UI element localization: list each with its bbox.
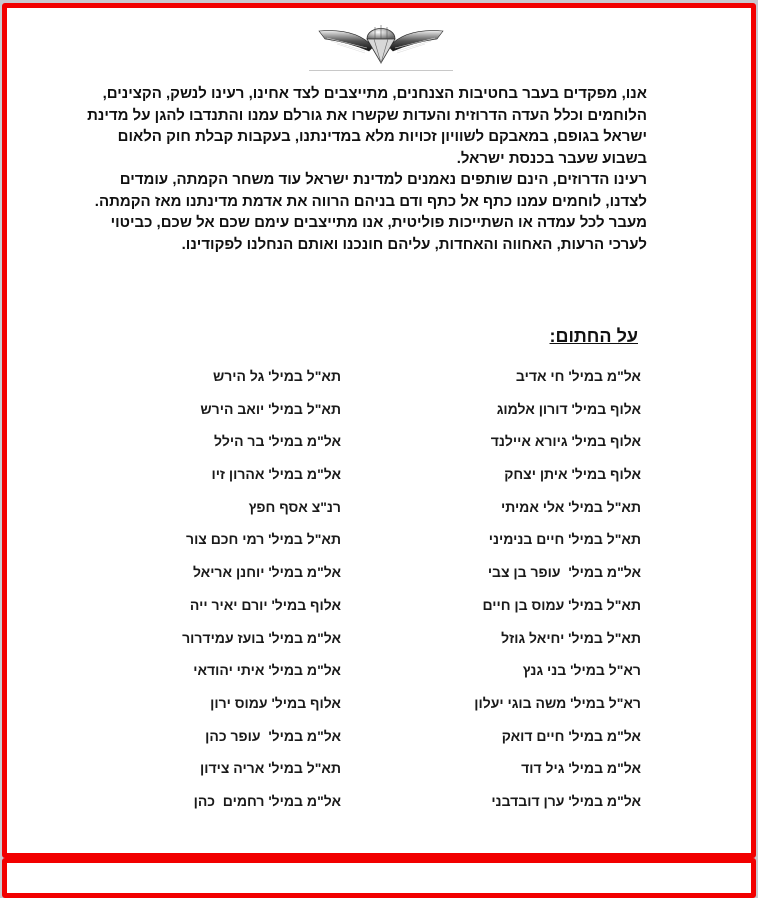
paragraph: רעינו הדרוזים, הינם שותפים נאמנים למדינת ישראל עוד משחר הקמתה, עומדים לצדנו, לוחמים עמנו כתף אל כתף ודם בניהם הרווה את אדמת מדינתנו מאז הקמתה. [94, 171, 647, 210]
document-page [2, 3, 756, 858]
paragraph: אנו, מפקדים בעבר בחטיבות הצנחנים, מתייצבים לצד אחינו, רעינו לנשק, הקצינים, הלוחמים וכלל העדה הדרוזית והעדות שקשרו את גורלם עמנו והתנדבו להגן על מדינת ישראל בגופם, במאבקם לשוויון זכויות מלא במדינתנו, בעקבות קבלת חוק הלאום בשבוע שעבר בכנסת ישראל. [87, 85, 647, 167]
signature-item: אל"מ במיל' עופר בן צבי [487, 564, 641, 581]
signatures-column-left [141, 365, 341, 823]
signature-item: תא"ל במיל' רמי חכם צור [186, 531, 341, 548]
signature-item: אל"מ במיל' בועז עמידרור [182, 629, 341, 646]
signature-item: אל"מ במיל' רחמים כהן [193, 792, 341, 809]
signature-item: אל"מ במיל' אהרון זיו [211, 466, 341, 483]
signature-item: אלוף במיל' איתן יצחק [504, 466, 641, 483]
signature-item: אל"מ במיל' חי אדיב [515, 368, 641, 384]
signature-item: תא"ל במיל' אריה צידון [200, 760, 341, 777]
paratrooper-wings-icon [309, 18, 453, 71]
signatures-column-right [421, 365, 641, 823]
signatures-heading: על החתום: [549, 326, 638, 346]
signature-item: אל"מ במיל' גיל דוד [521, 760, 641, 777]
signature-item: אלוף במיל' עמוס ירון [210, 694, 341, 711]
signature-item: רא"ל במיל' בני גנץ [522, 662, 641, 679]
next-page-edge [2, 858, 756, 898]
signature-item: רנ"צ אסף חפץ [248, 498, 341, 515]
signature-item: תא"ל במיל' יחיאל גוזל [501, 629, 641, 646]
paragraph: מעבר לכל עמדה או השתייכות פוליטית, אנו מתייצבים עימם שכם אל שכם, כביטוי לערכי הרעות, האחווה והאחדות, עליהם חונכנו ואותם הנחלנו לפקודינו. [110, 214, 647, 253]
signature-item: תא"ל במיל' עמוס בן חיים [482, 596, 641, 613]
signature-item: תא"ל במיל' חיים בנימיני [488, 531, 641, 548]
signature-item: אלוף במיל' גיורא איילנד [490, 433, 641, 450]
signature-item: אל"מ במיל' יוחנן אריאל [192, 564, 341, 581]
signature-item: אלוף במיל' יורם יאיר ייה [189, 596, 341, 613]
signature-item: תא"ל במיל' יואב הירש [200, 400, 341, 417]
letter-body [87, 83, 647, 255]
signature-item: תא"ל במיל' גל הירש [212, 368, 341, 384]
signature-item: רא"ל במיל' משה בוגי יעלון [474, 694, 641, 711]
signature-item: אל"מ במיל' עופר כהן [205, 727, 341, 744]
signature-item: תא"ל במיל' אלי אמיתי [500, 498, 641, 515]
signature-item: אל"מ במיל' בר הילל [213, 433, 341, 450]
signature-item: אל"מ במיל' איתי יהודאי [193, 662, 341, 679]
signature-item: אל"מ במיל' חיים דואק [501, 727, 641, 744]
signature-item: אלוף במיל' דורון אלמוג [496, 400, 641, 417]
signature-item: אל"מ במיל' ערן דובדבני [491, 792, 641, 809]
